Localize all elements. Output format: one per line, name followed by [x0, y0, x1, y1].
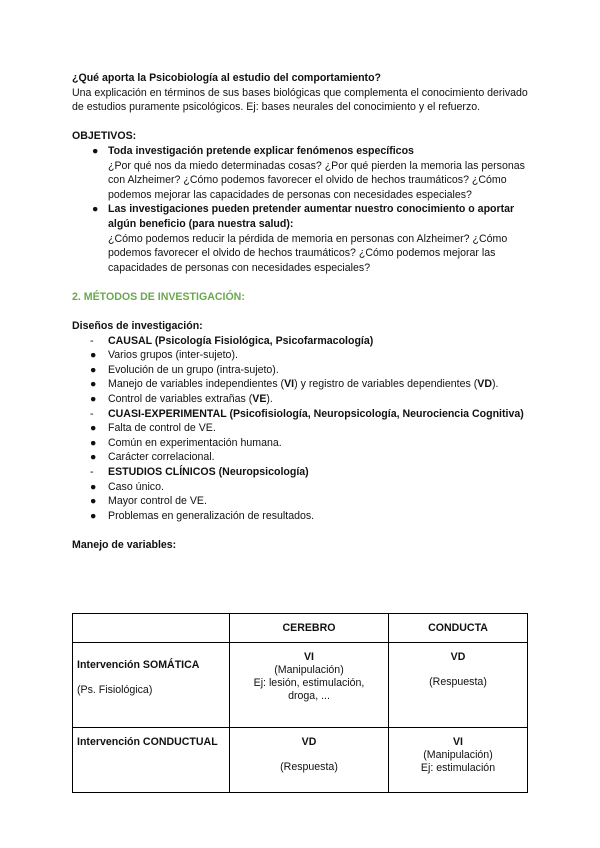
document-page — [72, 71, 532, 553]
design-detail-text: Caso único. — [108, 480, 164, 493]
cell-code: VD — [301, 736, 317, 748]
cell-code: VD — [450, 651, 466, 663]
design-detail-text: Mayor control de VE. — [108, 495, 207, 508]
bullet-icon: ● — [92, 203, 99, 216]
table-cell — [389, 643, 528, 728]
design-type — [72, 334, 532, 349]
variables-heading: Manejo de variables: — [72, 539, 177, 551]
design-title: CUASI-EXPERIMENTAL (Psicofisiología, Neuropsicología, Neurociencia Cognitiva) — [108, 407, 524, 420]
column-header-behavior: CONDUCTA — [389, 614, 528, 643]
objective-item — [72, 144, 532, 202]
table-cell — [230, 728, 389, 793]
objective-text: ¿Cómo podemos reducir la pérdida de memoria en personas con Alzheimer? ¿Cómo podemos favorecer el olvido de hechos traumáticos? ¿Cómo podemos mejorar las capacidades de personas con necesidades especiales? — [108, 232, 508, 274]
row-label: Intervención CONDUCTUAL — [77, 736, 218, 748]
table-cell — [389, 728, 528, 793]
bullet-icon: ● — [90, 436, 97, 449]
design-type — [72, 465, 532, 480]
row-label-cell — [73, 643, 230, 728]
intro-question: ¿Qué aporta la Psicobiología al estudio del comportamiento? — [72, 72, 382, 84]
cell-code: VI — [303, 651, 314, 663]
designs-list — [72, 334, 532, 524]
intro-answer: Una explicación en términos de sus bases biológicas que complementa el conocimiento derivado de estudios puramente psicológicos. Ej: bases neurales del conocimiento y el refuerzo. — [72, 86, 528, 114]
cell-desc: (Manipulación) — [423, 749, 493, 761]
cell-desc: (Respuesta) — [429, 676, 487, 688]
variables-table — [72, 613, 528, 793]
design-detail: ● Manejo de variables independientes (VI) y registro de variables dependientes (VD). — [90, 378, 499, 391]
bullet-icon: ● — [90, 363, 97, 376]
cell-desc: (Manipulación) — [274, 664, 344, 676]
objective-title: Las investigaciones pueden pretender aumentar nuestro conocimiento o aportar algún beneficio (para nuestra salud): — [108, 203, 515, 230]
objective-text: ¿Por qué nos da miedo determinadas cosas? ¿Por qué pierden la memoria las personas con Alzheimer? ¿Cómo podemos favorecer el olvido de hechos traumáticos? ¿Cómo podemos mejorar las capacidades de personas con necesidades especiales? — [108, 159, 525, 201]
table-row — [73, 728, 528, 793]
bullet-icon: ● — [92, 144, 99, 157]
objective-item — [72, 202, 532, 275]
table-cell — [230, 643, 389, 728]
row-sublabel: (Ps. Fisiológica) — [77, 684, 153, 696]
bullet-icon: ● — [90, 495, 97, 508]
design-detail-text: Problemas en generalización de resultados. — [108, 509, 315, 522]
design-detail — [72, 421, 532, 436]
design-detail: ● Control de variables extrañas (VE). — [90, 393, 273, 406]
design-detail — [72, 509, 532, 524]
section-heading: 2. MÉTODOS DE INVESTIGACIÓN: — [72, 290, 245, 303]
row-label-cell — [73, 728, 230, 793]
dash-icon: - — [90, 466, 94, 479]
dash-icon: - — [90, 334, 94, 347]
table-header-row — [73, 614, 528, 643]
design-type — [72, 407, 532, 422]
design-detail — [72, 348, 532, 363]
design-title: ESTUDIOS CLÍNICOS (Neuropsicología) — [108, 466, 309, 479]
designs-heading: Diseños de investigación: — [72, 320, 203, 333]
design-detail — [72, 480, 532, 495]
cell-example: Ej: estimulación — [420, 762, 496, 774]
design-detail — [72, 363, 532, 378]
design-detail-text: Varios grupos (inter-sujeto). — [108, 349, 238, 362]
design-detail-text: Carácter correlacional. — [108, 451, 215, 464]
objective-title: Toda investigación pretende explicar fenómenos específicos — [108, 144, 414, 157]
bullet-icon: ● — [90, 509, 97, 522]
row-label: Intervención SOMÁTICA — [77, 659, 200, 671]
objectives-heading: OBJETIVOS: — [72, 130, 137, 143]
cell-desc: (Respuesta) — [280, 761, 338, 773]
design-detail-text: Común en experimentación humana. — [108, 436, 282, 449]
design-title: CAUSAL (Psicología Fisiológica, Psicofarmacología) — [108, 334, 374, 347]
bullet-icon: ● — [90, 349, 97, 362]
table-row — [73, 643, 528, 728]
bullet-icon: ● — [90, 393, 97, 406]
dash-icon: - — [90, 407, 94, 420]
bullet-icon: ● — [90, 422, 97, 435]
cell-code: VI — [452, 736, 463, 748]
design-detail — [72, 450, 532, 465]
objectives-list — [72, 144, 532, 275]
cell-example: Ej: lesión, estimulación, droga, ... — [253, 677, 365, 702]
bullet-icon: ● — [90, 451, 97, 464]
table-corner-cell — [73, 614, 230, 643]
bullet-icon: ● — [90, 378, 97, 391]
column-header-brain: CEREBRO — [230, 614, 389, 643]
design-detail-text: Falta de control de VE. — [108, 422, 216, 435]
design-detail — [72, 494, 532, 509]
design-detail — [72, 436, 532, 451]
design-detail-text: Evolución de un grupo (intra-sujeto). — [108, 363, 279, 376]
bullet-icon: ● — [90, 480, 97, 493]
